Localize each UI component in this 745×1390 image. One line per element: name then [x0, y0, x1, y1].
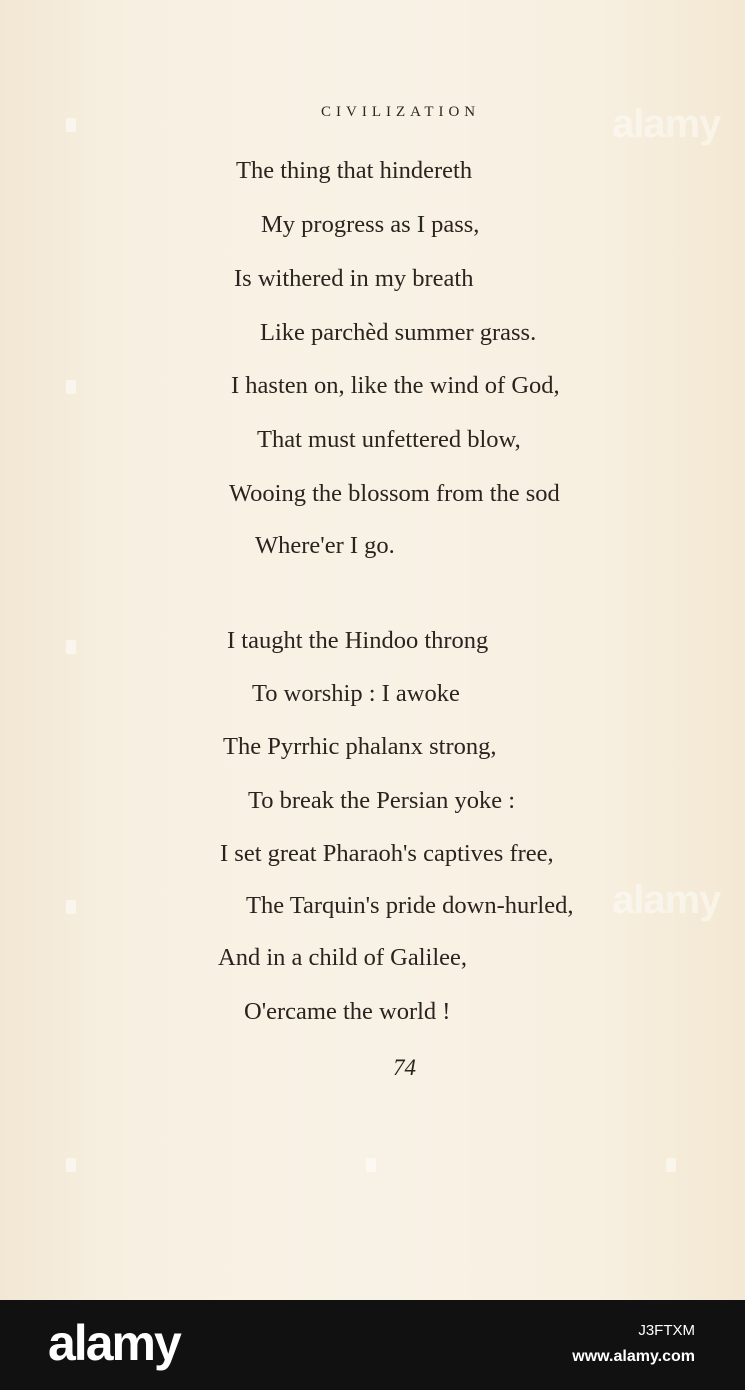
poem-line: I hasten on, like the wind of God, [231, 372, 560, 399]
poem-line: Wooing the blossom from the sod [229, 480, 560, 507]
poem-line: To worship : I awoke [252, 680, 460, 707]
poem-line: Is withered in my breath [234, 265, 474, 292]
poem-line: And in a child of Galilee, [218, 944, 468, 971]
stock-footer-bar [0, 1300, 745, 1390]
watermark-mid-right: alamy [612, 878, 721, 922]
watermark-marker [66, 1158, 76, 1172]
watermark-marker [666, 1158, 676, 1172]
poem-line: To break the Persian yoke : [248, 787, 516, 814]
page-number: 74 [393, 1055, 416, 1080]
watermark-marker [366, 1158, 376, 1172]
poem-line: The Pyrrhic phalanx strong, [223, 733, 497, 760]
poem-line: I set great Pharaoh's captives free, [220, 840, 554, 867]
poem-line: Like parchèd summer grass. [260, 319, 537, 346]
poem-line: The Tarquin's pride down-hurled, [246, 892, 574, 919]
chapter-header: CIVILIZATION [321, 104, 481, 120]
watermark-top-right: alamy [612, 102, 721, 146]
watermark-marker [66, 900, 76, 914]
poem-line: O'ercame the world ! [244, 998, 451, 1025]
image-id: J3FTXM [638, 1322, 695, 1339]
poem-line: The thing that hindereth [236, 157, 473, 184]
watermark-marker [66, 640, 76, 654]
poem-line: I taught the Hindoo throng [227, 627, 489, 654]
watermark-marker [66, 118, 76, 132]
poem-line: Where'er I go. [255, 532, 395, 559]
poem-line: My progress as I pass, [261, 211, 480, 238]
site-url: www.alamy.com [572, 1348, 695, 1365]
poem-line: That must unfettered blow, [257, 426, 521, 453]
alamy-logo: alamy [48, 1315, 180, 1371]
watermark-marker [66, 380, 76, 394]
